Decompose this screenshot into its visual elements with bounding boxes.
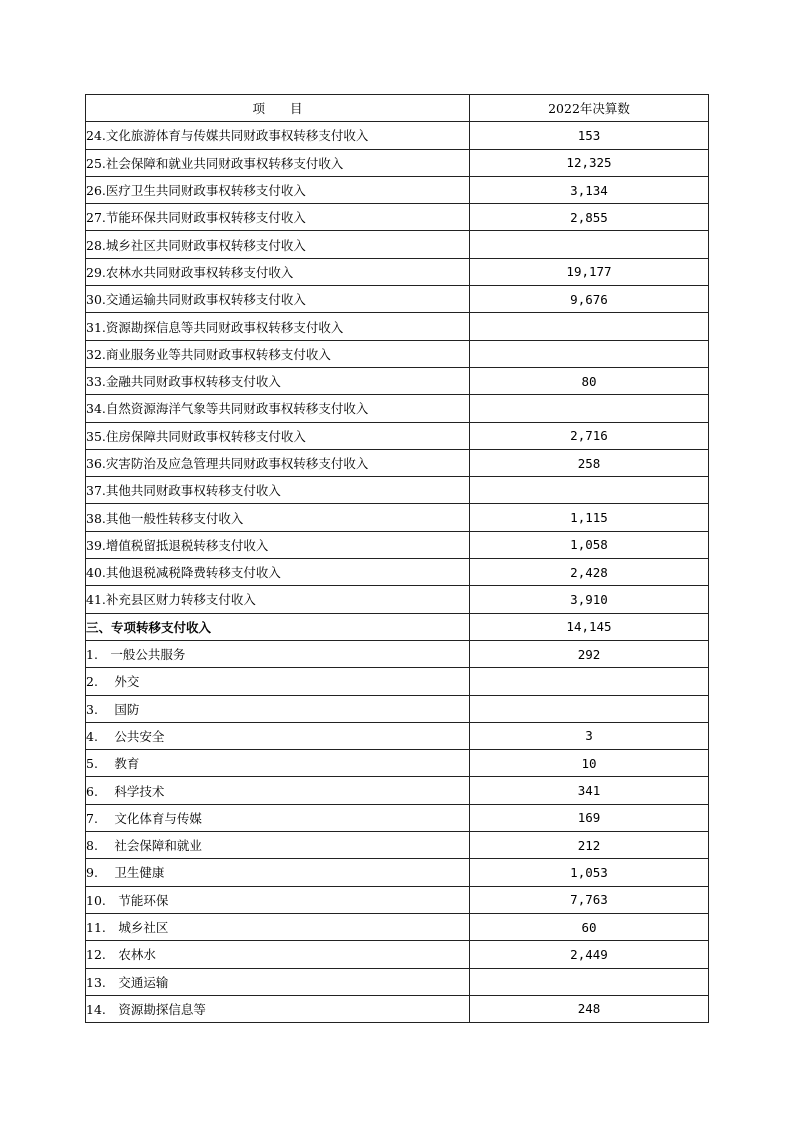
value-cell: 1,058: [470, 531, 709, 558]
table-row: [86, 204, 709, 231]
value-cell: 10: [470, 750, 709, 777]
item-cell: 3. 国防: [86, 695, 470, 722]
item-cell: 30.交通运输共同财政事权转移支付收入: [86, 286, 470, 313]
table-row: [86, 176, 709, 203]
table-row: [86, 449, 709, 476]
value-cell: 3,134: [470, 176, 709, 203]
table-row: [86, 613, 709, 640]
table-row: [86, 668, 709, 695]
value-cell: 60: [470, 913, 709, 940]
table-row: [86, 422, 709, 449]
table-row: [86, 531, 709, 558]
value-cell: [470, 395, 709, 422]
value-cell: 80: [470, 367, 709, 394]
table-row: [86, 313, 709, 340]
value-cell: [470, 668, 709, 695]
item-cell: 5. 教育: [86, 750, 470, 777]
item-cell: 4. 公共安全: [86, 722, 470, 749]
item-cell: 29.农林水共同财政事权转移支付收入: [86, 258, 470, 285]
value-cell: 169: [470, 804, 709, 831]
table-row: [86, 913, 709, 940]
item-cell: 33.金融共同财政事权转移支付收入: [86, 367, 470, 394]
table-body: [86, 122, 709, 1023]
item-cell: 38.其他一般性转移支付收入: [86, 504, 470, 531]
item-cell: 39.增值税留抵退税转移支付收入: [86, 531, 470, 558]
value-cell: 292: [470, 640, 709, 667]
item-cell: 10. 节能环保: [86, 886, 470, 913]
item-cell: 41.补充县区财力转移支付收入: [86, 586, 470, 613]
table-row: [86, 695, 709, 722]
value-cell: [470, 477, 709, 504]
value-cell: 19,177: [470, 258, 709, 285]
value-cell: [470, 313, 709, 340]
value-cell: [470, 231, 709, 258]
table-row: [86, 149, 709, 176]
table-row: [86, 804, 709, 831]
value-cell: 3: [470, 722, 709, 749]
table-row: [86, 340, 709, 367]
value-cell: 212: [470, 832, 709, 859]
item-cell: 37.其他共同财政事权转移支付收入: [86, 477, 470, 504]
item-cell: 2. 外交: [86, 668, 470, 695]
item-cell: 36.灾害防治及应急管理共同财政事权转移支付收入: [86, 449, 470, 476]
value-cell: 2,449: [470, 941, 709, 968]
table-row: [86, 640, 709, 667]
value-cell: 7,763: [470, 886, 709, 913]
item-cell: 14. 资源勘探信息等: [86, 995, 470, 1022]
table-row: [86, 777, 709, 804]
value-cell: 2,428: [470, 559, 709, 586]
table-row: [86, 586, 709, 613]
table-row: [86, 504, 709, 531]
item-cell: 9. 卫生健康: [86, 859, 470, 886]
value-cell: 12,325: [470, 149, 709, 176]
item-cell: 35.住房保障共同财政事权转移支付收入: [86, 422, 470, 449]
table-row: [86, 395, 709, 422]
table-row: [86, 477, 709, 504]
table-row: [86, 367, 709, 394]
item-cell: 24.文化旅游体育与传媒共同财政事权转移支付收入: [86, 122, 470, 149]
item-cell: 28.城乡社区共同财政事权转移支付收入: [86, 231, 470, 258]
column-header-value: 2022年决算数: [470, 95, 709, 122]
table-row: [86, 859, 709, 886]
value-cell: 9,676: [470, 286, 709, 313]
value-cell: 2,716: [470, 422, 709, 449]
item-cell: 12. 农林水: [86, 941, 470, 968]
table-row: [86, 886, 709, 913]
value-cell: 1,053: [470, 859, 709, 886]
value-cell: 3,910: [470, 586, 709, 613]
value-cell: 258: [470, 449, 709, 476]
table-row: [86, 559, 709, 586]
table-row: [86, 286, 709, 313]
item-cell: 25.社会保障和就业共同财政事权转移支付收入: [86, 149, 470, 176]
item-cell: 8. 社会保障和就业: [86, 832, 470, 859]
item-cell: 6. 科学技术: [86, 777, 470, 804]
item-cell: 11. 城乡社区: [86, 913, 470, 940]
item-cell: 32.商业服务业等共同财政事权转移支付收入: [86, 340, 470, 367]
table-row: [86, 832, 709, 859]
budget-table: [85, 94, 709, 1023]
table-row: [86, 231, 709, 258]
value-cell: [470, 968, 709, 995]
item-cell: 7. 文化体育与传媒: [86, 804, 470, 831]
table-row: [86, 750, 709, 777]
table-row: [86, 995, 709, 1022]
value-cell: [470, 695, 709, 722]
value-cell: 248: [470, 995, 709, 1022]
item-cell: 13. 交通运输: [86, 968, 470, 995]
item-cell: 26.医疗卫生共同财政事权转移支付收入: [86, 176, 470, 203]
column-header-item: 项 目: [86, 95, 470, 122]
item-cell: 1. 一般公共服务: [86, 640, 470, 667]
table-row: [86, 968, 709, 995]
item-cell: 27.节能环保共同财政事权转移支付收入: [86, 204, 470, 231]
value-cell: 341: [470, 777, 709, 804]
item-cell: 40.其他退税减税降费转移支付收入: [86, 559, 470, 586]
value-cell: 153: [470, 122, 709, 149]
table-row: [86, 122, 709, 149]
value-cell: 1,115: [470, 504, 709, 531]
value-cell: 14,145: [470, 613, 709, 640]
table-row: [86, 258, 709, 285]
table-header-row: [86, 95, 709, 122]
item-cell: 31.资源勘探信息等共同财政事权转移支付收入: [86, 313, 470, 340]
value-cell: [470, 340, 709, 367]
table-row: [86, 722, 709, 749]
value-cell: 2,855: [470, 204, 709, 231]
section-heading-cell: 三、专项转移支付收入: [86, 613, 470, 640]
table-row: [86, 941, 709, 968]
item-cell: 34.自然资源海洋气象等共同财政事权转移支付收入: [86, 395, 470, 422]
